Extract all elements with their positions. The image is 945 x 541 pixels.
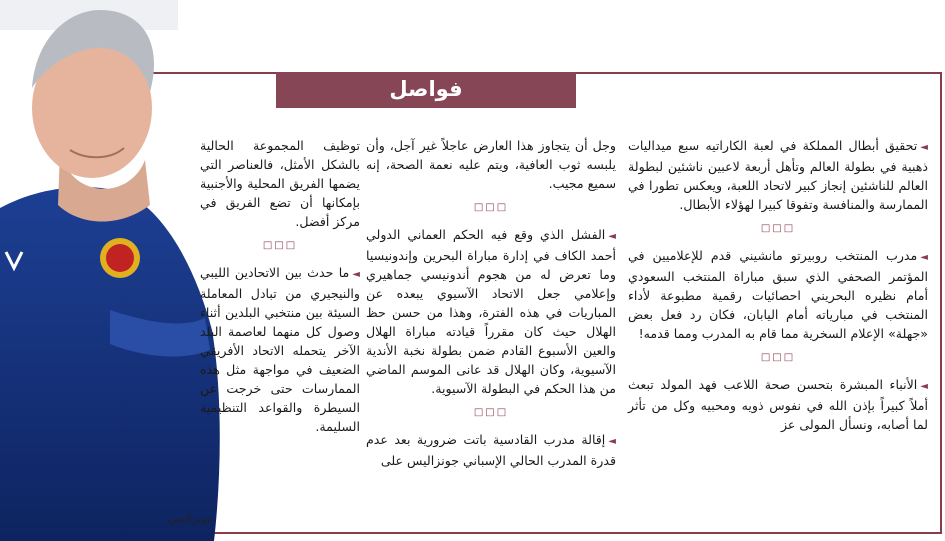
paragraph <box>628 246 928 343</box>
column-right <box>628 136 928 434</box>
section-title: فواصل <box>276 72 576 108</box>
photo-credit: جونزاليس <box>168 512 214 525</box>
separator: □□□ <box>473 407 509 418</box>
paragraph <box>628 375 928 434</box>
bullet-icon: ◄ <box>352 269 360 280</box>
paragraph-text: وجل أن يتجاوز هذا العارض عاجلاً غير آجل، وأن يلبسه ثوب العافية، ويتم عليه نعمة الصحة، إنه سميع مجيب. <box>366 138 616 191</box>
paragraph-text: الأنباء المبشرة بتحسن صحة اللاعب فهد المولد تبعث أملاً كبيراً بإذن الله في نفوس ذويه ومحبيه وكل من تأثر لما أصابه، ونسأل المولى عز <box>628 377 928 432</box>
frame-bottom-line <box>120 532 942 534</box>
bullet-icon: ◄ <box>920 252 928 263</box>
paragraph <box>200 136 360 231</box>
bullet-icon: ◄ <box>920 381 928 392</box>
coach-photo <box>0 0 230 541</box>
paragraph <box>200 263 360 436</box>
separator: □□□ <box>760 352 796 363</box>
separator: □□□ <box>473 202 509 213</box>
frame-right-line <box>940 72 942 534</box>
separator: □□□ <box>760 223 796 234</box>
paragraph <box>366 430 616 470</box>
paragraph-text: ما حدث بين الاتحادين الليبي والنيجيري من تبادل المعاملة السيئة بين منتخبي البلدين أثناء وصول كل منهما لعاصمة البلد الآخر يتحمله الاتحاد الأفريقي الضعيف في مواجهة مثل هذه الممارسات حتى خرجت عن السيطرة والقواعد التنظيمية السليمة. <box>200 265 360 434</box>
paragraph-text: توظيف المجموعة الحالية بالشكل الأمثل، فالعناصر التي يضمها الفريق المحلية والأجنبية بإمكانها أن تضع الفريق في مركز أفضل. <box>200 138 360 229</box>
bullet-icon: ◄ <box>608 231 616 242</box>
separator: □□□ <box>262 240 298 251</box>
paragraph-text: الفشل الذي وقع فيه الحكم العماني الدولي أحمد الكاف في إدارة مباراة البحرين وإندونيسيا وما تعرض له من هجوم أندونيسي جماهيري وإعلامي جعل الاتحاد الآسيوي يبعده عن المباريات في هذه الفترة، وهذا من حسن حظ الهلال حيث كان مقرراً قيادته مباراة الهلال والعين الأسبوع القادم ضمن بطولة نخبة الأندية الآسيوية، وكان الهلال قد عانى الموسم الماضي من هذا الحكم في البطولة الآسيوية. <box>366 227 616 396</box>
paragraph <box>628 136 928 214</box>
paragraph-text: إقالة مدرب القادسية باتت ضرورية بعد عدم قدرة المدرب الحالي الإسباني جونزاليس على <box>366 432 616 468</box>
column-left <box>200 136 360 436</box>
column-middle <box>366 136 616 470</box>
bullet-icon: ◄ <box>608 436 616 447</box>
paragraph <box>366 225 616 398</box>
paragraph-text: مدرب المنتخب روبيرتو مانشيني قدم للإعلاميين في المؤتمر الصحفي الذي سبق مباراة المنتخب السعودي أمام نظيره البحريني احصائيات رقمية مطبوعة لأداء المنتخب في مبارياته أمام اليابان، فكان رد فعل بعض «جهلة» الإعلام السخرية مما قام به المدرب ومما قدمه! <box>628 248 928 341</box>
paragraph-text: تحقيق أبطال المملكة في لعبة الكاراتيه سبع ميداليات ذهبية في بطولة العالم وتأهل أربعة لاعبين ناشئين لبطولة العالم للناشئين إنجاز كبير لاتحاد اللعبة، ويعكس تطورا في الممارسة والمنافسة وتفوقا كبيرا لهؤلاء الأبطال. <box>628 138 928 212</box>
paragraph <box>366 136 616 193</box>
bullet-icon: ◄ <box>920 142 928 153</box>
